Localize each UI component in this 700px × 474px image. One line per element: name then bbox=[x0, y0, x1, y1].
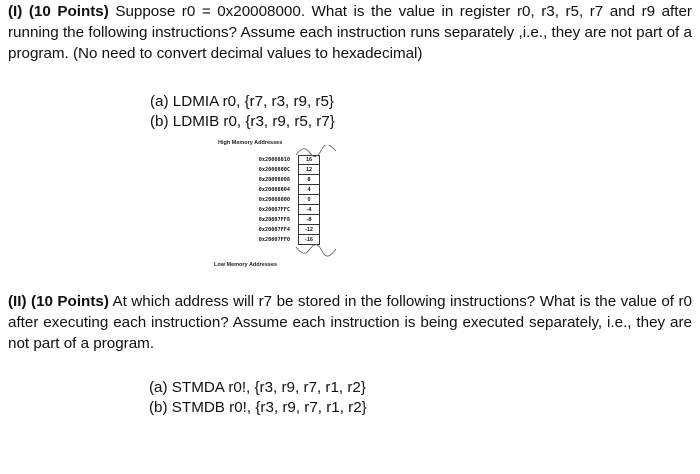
memory-diagram bbox=[226, 151, 336, 259]
memory-offset: -12 bbox=[298, 226, 320, 235]
question-2-instruction-b: (b) STMDB r0!, {r3, r9, r7, r1, r2} bbox=[149, 399, 367, 416]
memory-offset: -16 bbox=[305, 237, 313, 243]
question-2-heading: (II) (10 Points) bbox=[8, 293, 109, 310]
memory-address: 0x20007FFC bbox=[258, 207, 290, 213]
low-memory-label: Low Memory Addresses bbox=[214, 262, 278, 268]
memory-offset: 4 bbox=[298, 186, 320, 195]
memory-address: 0x20008008 bbox=[258, 177, 290, 183]
memory-address: 0x20008010 bbox=[258, 157, 290, 163]
memory-offset: -8 bbox=[298, 216, 320, 225]
memory-address: 0x20007FF4 bbox=[258, 227, 290, 233]
high-memory-label: High Memory Addresses bbox=[218, 140, 283, 146]
memory-offset: 16 bbox=[298, 156, 320, 165]
question-1-body: Suppose r0 = 0x20008000. What is the value in register r0, r3, r5, r7 and r9 after running the following instructions? Assume each instruction runs separately ,i.e., they are not part of a program. (No need to convert decimal values to hexadecimal) bbox=[8, 3, 692, 62]
memory-address: 0x2000800C bbox=[258, 167, 290, 173]
memory-address: 0x20008004 bbox=[258, 187, 290, 193]
memory-address: 0x20007FF8 bbox=[258, 217, 290, 223]
memory-offset: 8 bbox=[298, 176, 320, 185]
question-1-instruction-b: (b) LDMIB r0, {r3, r9, r5, r7} bbox=[150, 113, 335, 130]
question-2-instruction-a: (a) STMDA r0!, {r3, r9, r7, r1, r2} bbox=[149, 379, 366, 396]
memory-address: 0x20007FF0 bbox=[258, 237, 290, 243]
memory-offset: -4 bbox=[298, 206, 320, 215]
memory-offset: 12 bbox=[298, 166, 320, 175]
question-2-text bbox=[8, 291, 692, 354]
question-2-body: At which address will r7 be stored in the following instructions? What is the value of r0 after executing each instruction? Assume each instruction is being executed separately, i.e., they are not part of a program. bbox=[8, 293, 692, 352]
question-1-text bbox=[8, 1, 692, 64]
memory-squiggle-bottom bbox=[296, 243, 336, 257]
memory-address: 0x20008000 bbox=[258, 197, 290, 203]
question-1-heading: (I) (10 Points) bbox=[8, 3, 109, 20]
memory-offset: 0 bbox=[298, 196, 320, 205]
question-1-instruction-a: (a) LDMIA r0, {r7, r3, r9, r5} bbox=[150, 93, 334, 110]
